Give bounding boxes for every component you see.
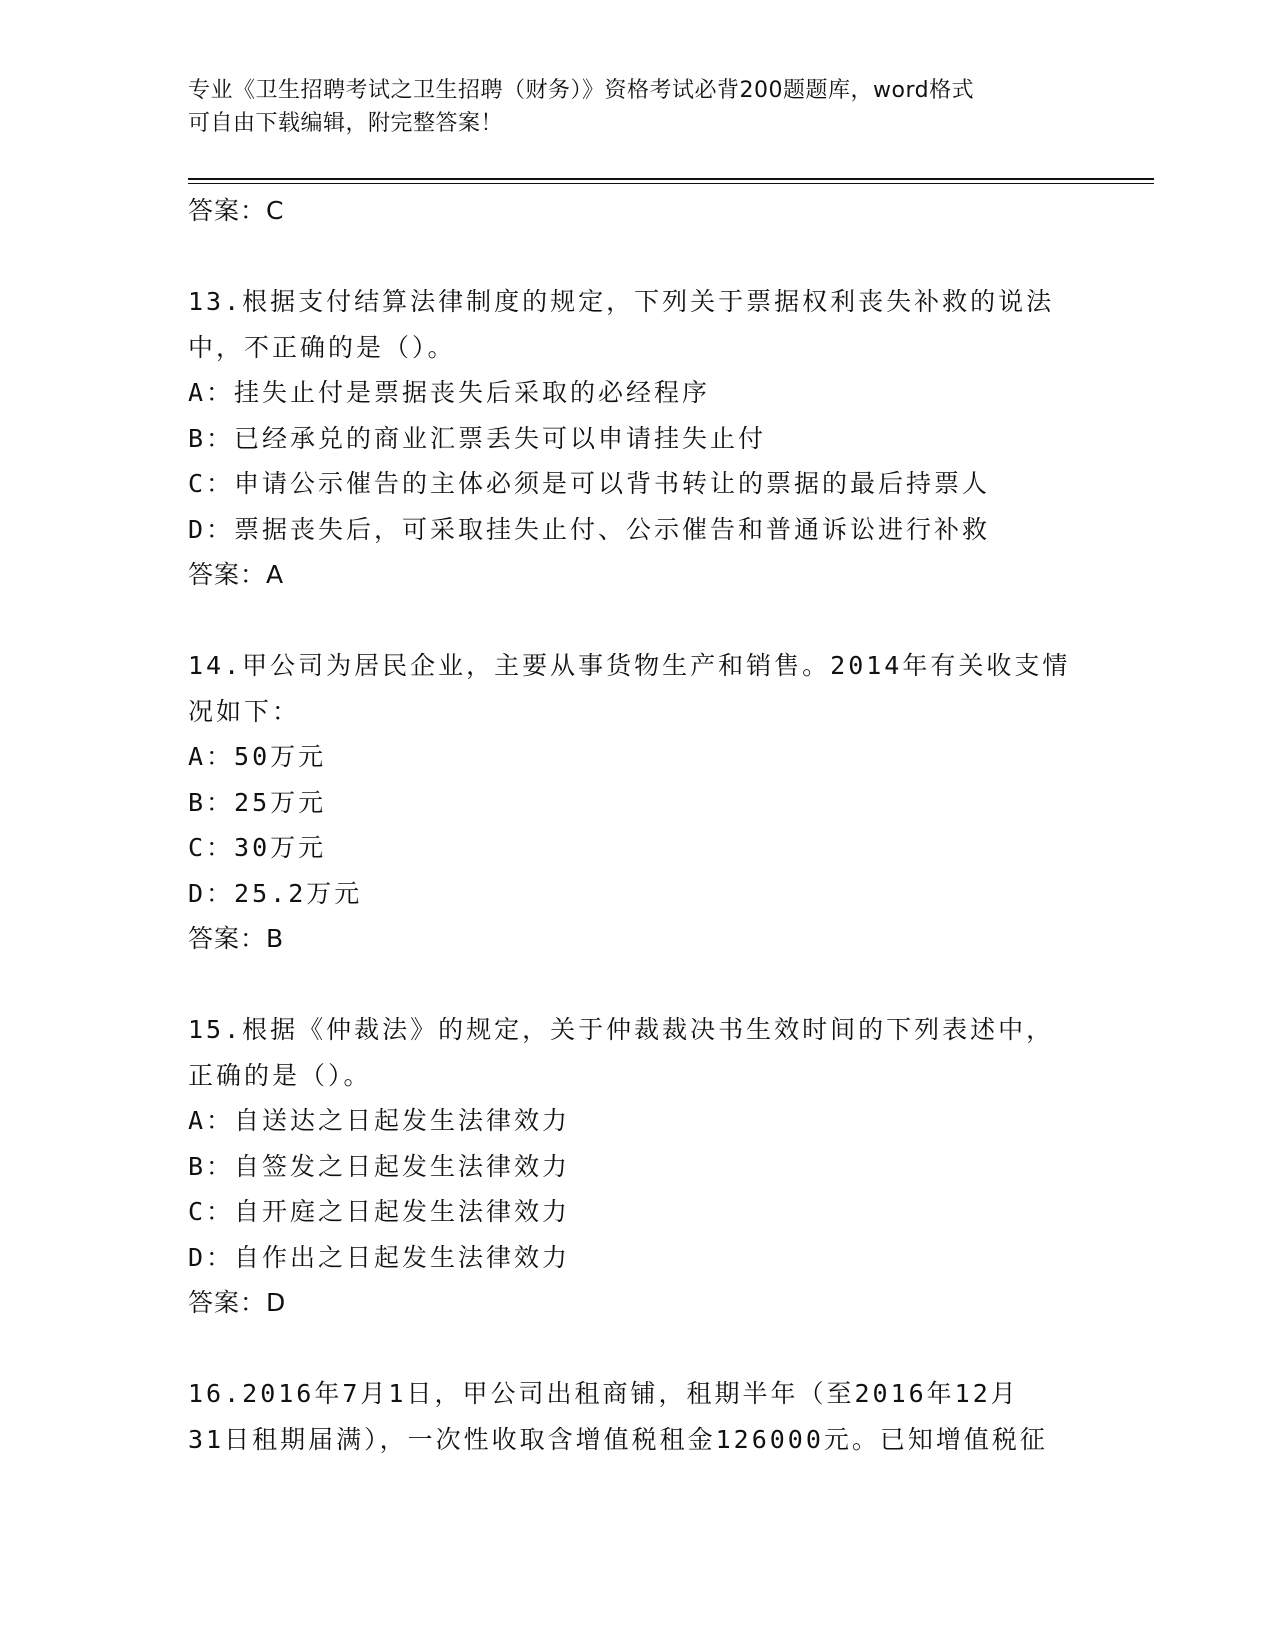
header-divider-thick xyxy=(188,178,1154,180)
spacer xyxy=(188,1326,1158,1372)
option-c: C：30万元 xyxy=(188,833,327,862)
answer-line: 答案：B xyxy=(188,924,285,953)
question-stem: 13.根据支付结算法律制度的规定，下列关于票据权利丧失补救的说法 xyxy=(188,287,1055,316)
option-a: A：自送达之日起发生法律效力 xyxy=(188,1106,571,1135)
document-header xyxy=(188,74,1088,140)
spacer xyxy=(188,234,1158,280)
question-block-16 xyxy=(188,1371,1158,1462)
option-d: D：票据丧失后，可采取挂失止付、公示催告和普通诉讼进行补救 xyxy=(188,514,991,544)
option-b: B：已经承兑的商业汇票丢失可以申请挂失止付 xyxy=(188,423,767,453)
spacer xyxy=(188,598,1158,644)
question-block-15 xyxy=(188,1007,1158,1326)
answer-line: 答案：D xyxy=(188,1288,287,1317)
question-block-13 xyxy=(188,279,1158,598)
header-divider-thin xyxy=(188,183,1154,184)
question-stem: 16.2016年7月1日，甲公司出租商铺，租期半年（至2016年12月 xyxy=(188,1379,1019,1408)
question-stem: 31日租期届满），一次性收取含增值税租金126000元。已知增值税征 xyxy=(188,1424,1048,1454)
option-b: B：25万元 xyxy=(188,787,327,817)
answer-line: 答案：A xyxy=(188,560,285,589)
option-d: D：自作出之日起发生法律效力 xyxy=(188,1242,571,1272)
question-stem: 15.根据《仲裁法》的规定，关于仲裁裁决书生效时间的下列表述中， xyxy=(188,1015,1055,1044)
answer-line: 答案：C xyxy=(188,196,285,225)
header-line-2: 可自由下载编辑，附完整答案！ xyxy=(188,111,504,136)
option-a: A：挂失止付是票据丧失后采取的必经程序 xyxy=(188,378,711,407)
question-stem: 况如下： xyxy=(188,696,301,726)
header-line-1: 专业《卫生招聘考试之卫生招聘（财务）》资格考试必背200题题库，word格式 xyxy=(188,78,975,103)
question-block-14 xyxy=(188,643,1158,962)
question-list xyxy=(188,188,1158,1462)
option-d: D：25.2万元 xyxy=(188,878,363,908)
question-stem: 中，不正确的是（）。 xyxy=(188,332,456,362)
option-c: C：自开庭之日起发生法律效力 xyxy=(188,1197,571,1226)
option-c: C：申请公示催告的主体必须是可以背书转让的票据的最后持票人 xyxy=(188,469,991,498)
spacer xyxy=(188,962,1158,1008)
option-a: A：50万元 xyxy=(188,742,327,771)
question-stem: 正确的是（）。 xyxy=(188,1060,372,1090)
option-b: B：自签发之日起发生法律效力 xyxy=(188,1151,571,1181)
question-stem: 14.甲公司为居民企业，主要从事货物生产和销售。2014年有关收支情 xyxy=(188,651,1071,680)
